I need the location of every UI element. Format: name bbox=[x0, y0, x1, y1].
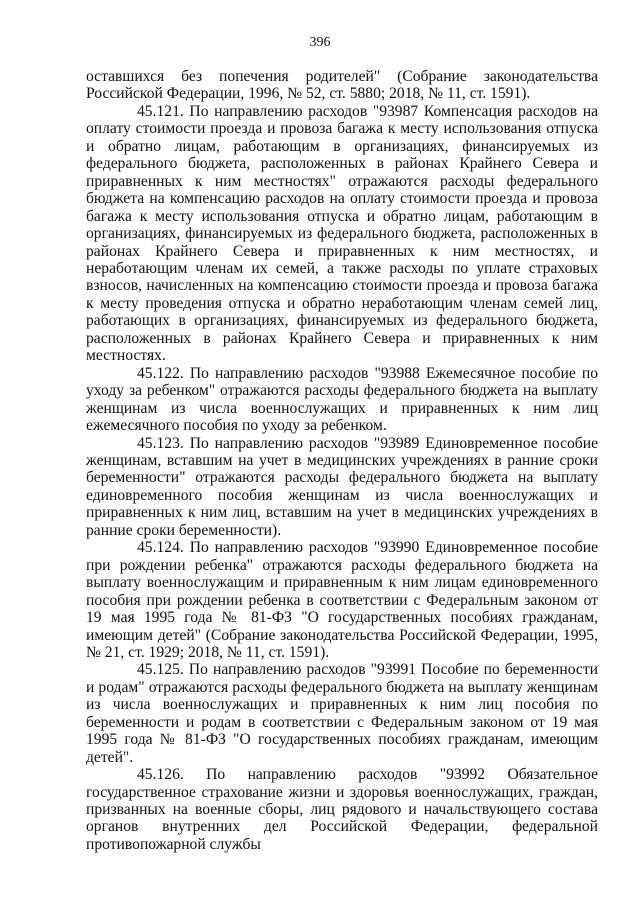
paragraph-45-122: 45.122. По направлению расходов "93988 Ежемесячное пособие по уходу за ребенком" отражаются расходы федерального бюджета на выплату женщинам из числа военнослужащих и приравненных к ним лиц ежемесячного пособия по уходу за ребенком. bbox=[86, 364, 598, 435]
document-body bbox=[86, 68, 598, 853]
paragraph-45-126: 45.126. По направлению расходов "93992 Обязательное государственное страхование жизни и здоровья военнослужащих, граждан, призванных на военные сборы, лиц рядового и начальствующего состава органов внутренних дел Российской Федерации, федеральной противопожарной службы bbox=[86, 766, 598, 853]
paragraph-45-124: 45.124. По направлению расходов "93990 Единовременное пособие при рождении ребенка" отражаются расходы федерального бюджета на выплату военнослужащим и приравненным к ним лицам единовременного пособия при рождении ребенка в соответствии с Федеральным законом от 19 мая 1995 года № 81-ФЗ "О государственных пособиях гражданам, имеющим детей" (Собрание законодательства Российской Федерации, 1995, № 21, ст. 1929; 2018, № 11, ст. 1591). bbox=[86, 539, 598, 661]
paragraph-45-121: 45.121. По направлению расходов "93987 Компенсация расходов на оплату стоимости проезда и провоза багажа к месту использования отпуска и обратно лицам, работающим в организациях, финансируемых из федерального бюджета, расположенных в районах Крайнего Севера и приравненных к ним местностях" отражаются расходы федерального бюджета на компенсацию расходов на оплату стоимости проезда и провоза багажа к месту использования отпуска и обратно лицам, работающим в организациях, финансируемых из федерального бюджета, расположенных в районах Крайнего Севера и приравненных к ним местностях, и неработающим членам их семей, а также расходы по уплате страховых взносов, начисленных на компенсацию стоимости проезда и провоза багажа к месту проведения отпуска и обратно неработающим членам семей лиц, работающих в организациях, финансируемых из федерального бюджета, расположенных в районах Крайнего Севера и приравненных к ним местностях. bbox=[86, 102, 598, 365]
paragraph-45-125: 45.125. По направлению расходов "93991 Пособие по беременности и родам" отражаются расходы федерального бюджета на выплату женщинам из числа военнослужащих и приравненных к ним лиц пособия по беременности и родам в соответствии с Федеральным законом от 19 мая 1995 года № 81-ФЗ "О государственных пособиях гражданам, имеющим детей". bbox=[86, 661, 598, 766]
paragraph-continuation: оставшихся без попечения родителей" (Собрание законодательства Российской Федерации, 1996, № 52, ст. 5880; 2018, № 11, ст. 1591). bbox=[86, 68, 598, 103]
page-number: 396 bbox=[309, 35, 331, 50]
paragraph-45-123: 45.123. По направлению расходов "93989 Единовременное пособие женщинам, вставшим на учет в медицинских учреждениях в ранние сроки беременности" отражаются расходы федерального бюджета на выплату единовременного пособия женщинам из числа военнослужащих и приравненных к ним лиц, вставшим на учет в медицинских учреждениях в ранние сроки беременности). bbox=[86, 434, 598, 539]
